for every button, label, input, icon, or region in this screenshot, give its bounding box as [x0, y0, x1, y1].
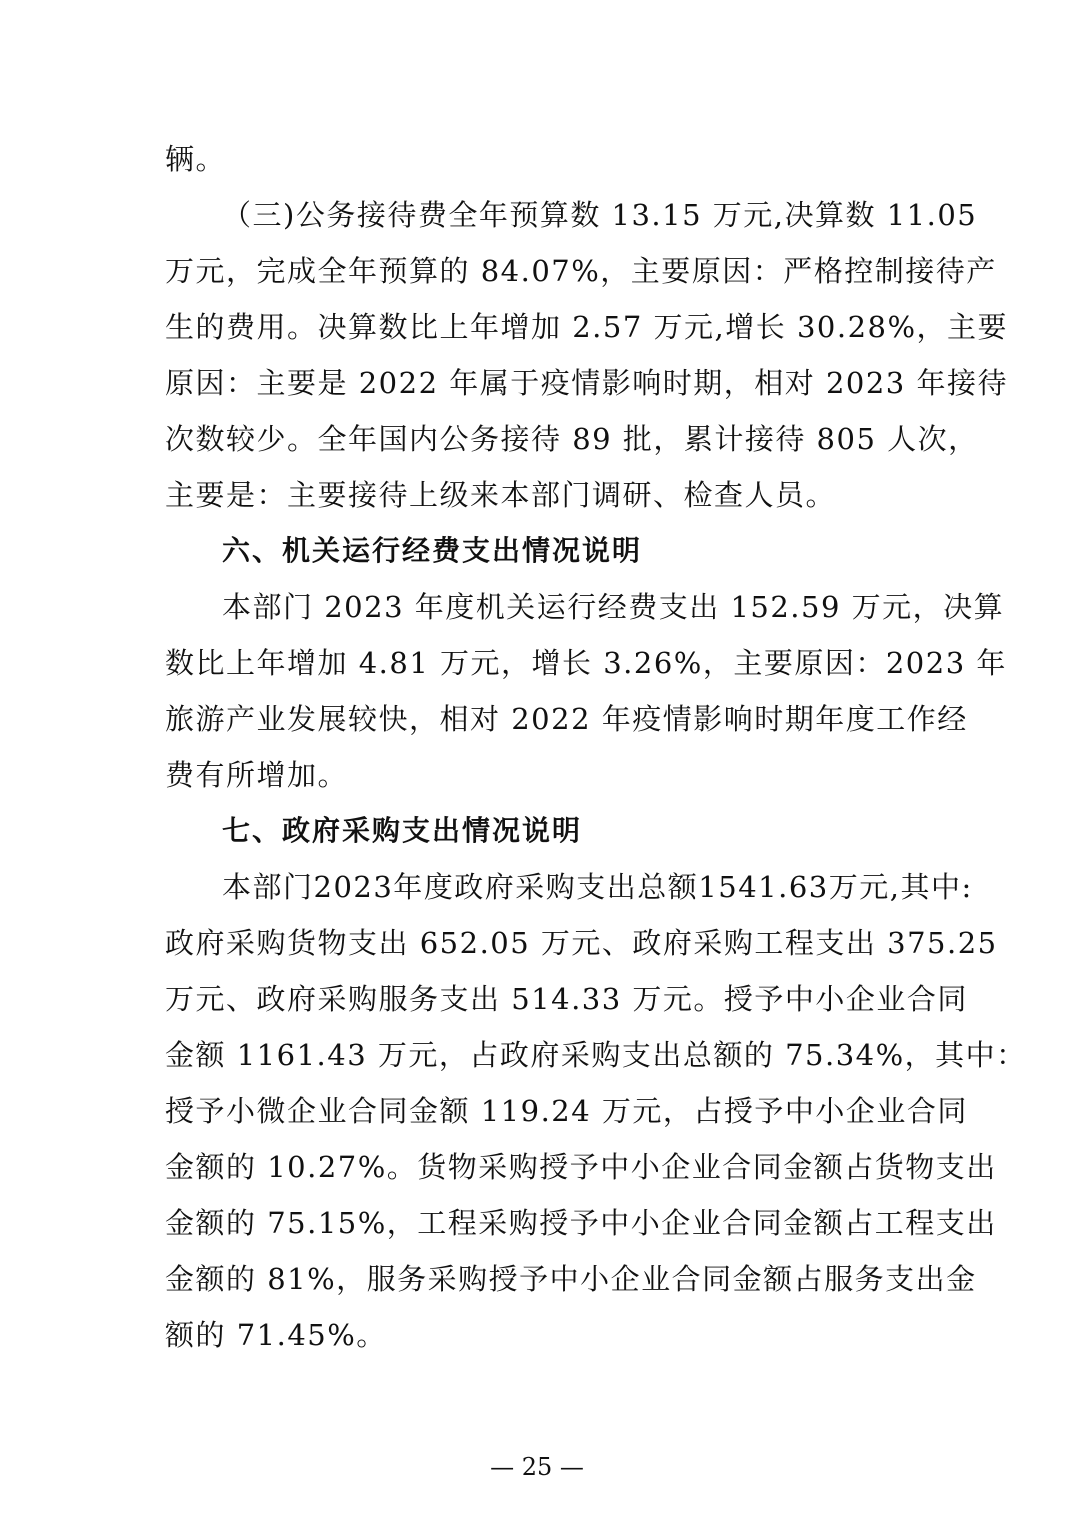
- paragraph-line: 原因：主要是 2022 年属于疫情影响时期，相对 2023 年接待: [165, 366, 1008, 400]
- paragraph-line: 费有所增加。: [165, 758, 349, 792]
- paragraph-line: 本部门 2023 年度机关运行经费支出 152.59 万元，决算: [222, 590, 1005, 624]
- paragraph-line: 生的费用。决算数比上年增加 2.57 万元,增长 30.28%，主要: [165, 310, 1009, 344]
- paragraph-line: 授予小微企业合同金额 119.24 万元，占授予中小企业合同: [165, 1094, 968, 1128]
- paragraph-line: 金额的 75.15%，工程采购授予中小企业合同金额占工程支出: [165, 1206, 997, 1240]
- paragraph-line: 金额的 81%，服务采购授予中小企业合同金额占服务支出金: [165, 1262, 977, 1296]
- paragraph-line: 辆。: [165, 142, 227, 176]
- page-number: — 25 —: [490, 1453, 584, 1481]
- paragraph-line: 政府采购货物支出 652.05 万元、政府采购工程支出 375.25: [165, 926, 998, 960]
- paragraph-line: 主要是：主要接待上级来本部门调研、检查人员。: [165, 478, 837, 512]
- paragraph-line: 万元、政府采购服务支出 514.33 万元。授予中小企业合同: [165, 982, 968, 1016]
- paragraph-line: 旅游产业发展较快，相对 2022 年疫情影响时期年度工作经: [165, 702, 968, 736]
- paragraph-line: （三)公务接待费全年预算数 13.15 万元,决算数 11.05: [222, 198, 978, 232]
- paragraph-line: 额的 71.45%。: [165, 1318, 387, 1352]
- paragraph-line: 次数较少。全年国内公务接待 89 批，累计接待 805 人次，: [165, 422, 979, 456]
- paragraph-line: 金额 1161.43 万元，占政府采购支出总额的 75.34%，其中：: [165, 1038, 1027, 1072]
- paragraph-line: 金额的 10.27%。货物采购授予中小企业合同金额占货物支出: [165, 1150, 997, 1184]
- paragraph-line: 本部门2023年度政府采购支出总额1541.63万元,其中:: [222, 870, 973, 904]
- paragraph-line: 数比上年增加 4.81 万元，增长 3.26%，主要原因：2023 年: [165, 646, 1007, 680]
- section-heading: 六、机关运行经费支出情况说明: [222, 534, 643, 567]
- paragraph-line: 万元，完成全年预算的 84.07%，主要原因：严格控制接待产: [165, 254, 997, 288]
- section-heading: 七、政府采购支出情况说明: [222, 814, 583, 847]
